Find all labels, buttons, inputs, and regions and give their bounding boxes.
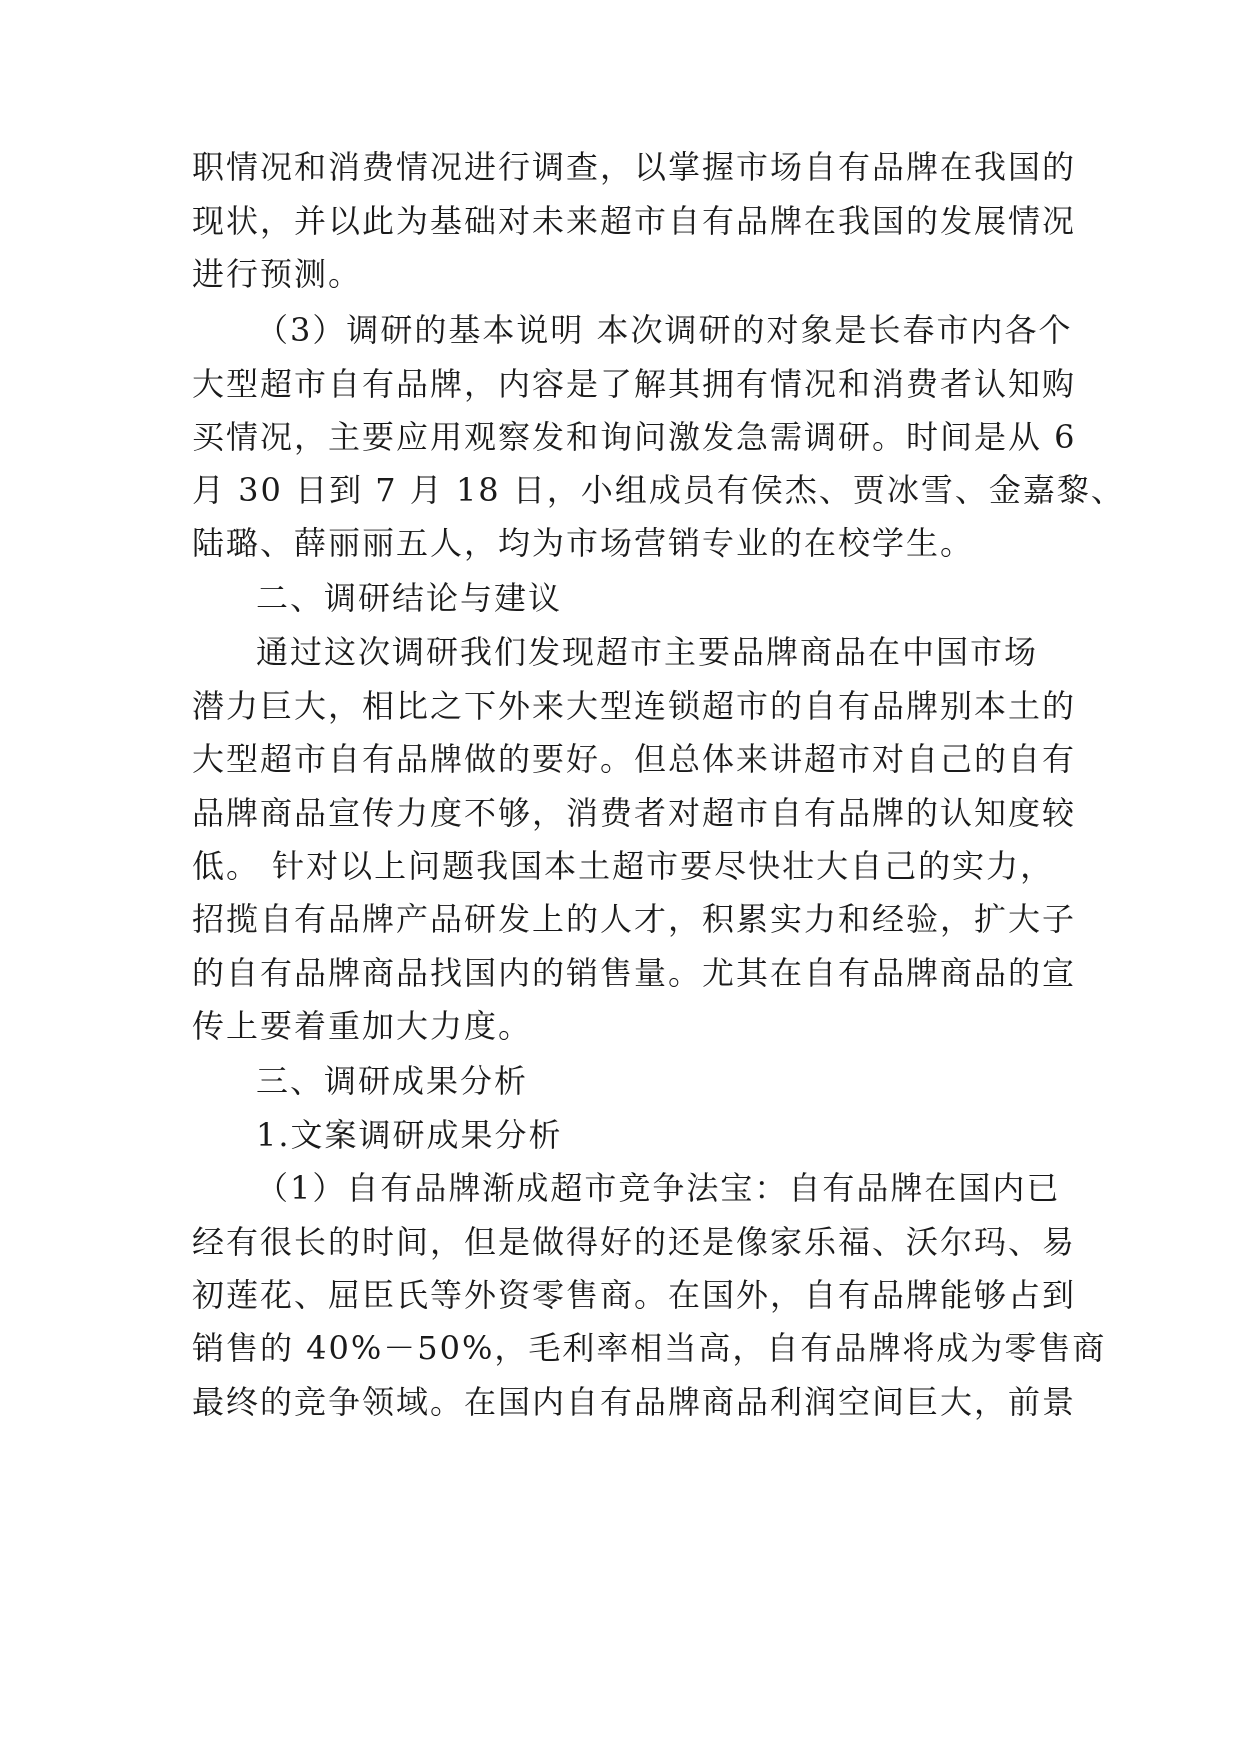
- paragraph-line: 初莲花、屈臣氏等外资零售商。在国外，自有品牌能够占到: [192, 1276, 1077, 1314]
- section-heading: 二、调研结论与建议: [256, 579, 563, 617]
- paragraph-line: 品牌商品宣传力度不够，消费者对超市自有品牌的认知度较: [192, 794, 1077, 832]
- paragraph-line: 销售的 40%－50%，毛利率相当高，自有品牌将成为零售商: [192, 1329, 1107, 1367]
- paragraph-line: 潜力巨大，相比之下外来大型连锁超市的自有品牌别本土的: [192, 687, 1077, 725]
- paragraph-line: 招揽自有品牌产品研发上的人才，积累实力和经验，扩大子: [192, 900, 1077, 938]
- paragraph-line: 的自有品牌商品找国内的销售量。尤其在自有品牌商品的宣: [192, 954, 1077, 992]
- subsection-heading: 1.文案调研成果分析: [256, 1116, 563, 1154]
- paragraph-line: 最终的竞争领域。在国内自有品牌商品利润空间巨大，前景: [192, 1383, 1077, 1421]
- paragraph-line: 传上要着重加大力度。: [192, 1007, 533, 1045]
- paragraph-line: 经有很长的时间，但是做得好的还是像家乐福、沃尔玛、易: [192, 1223, 1077, 1261]
- paragraph-line: （1）自有品牌渐成超市竞争法宝：自有品牌在国内已: [256, 1169, 1061, 1207]
- paragraph-line: 进行预测。: [192, 255, 363, 293]
- paragraph-line: 买情况，主要应用观察发和询问激发急需调研。时间是从 6: [192, 418, 1077, 456]
- paragraph-line: 大型超市自有品牌，内容是了解其拥有情况和消费者认知购: [192, 365, 1077, 403]
- paragraph-line: （3）调研的基本说明 本次调研的对象是长春市内各个: [256, 311, 1073, 349]
- paragraph-line: 低。 针对以上问题我国本土超市要尽快壮大自己的实力，: [192, 847, 1055, 885]
- paragraph-line: 陆璐、薛丽丽五人，均为市场营销专业的在校学生。: [192, 524, 975, 562]
- paragraph-line: 现状，并以此为基础对未来超市自有品牌在我国的发展情况: [192, 202, 1077, 240]
- paragraph-line: 月 30 日到 7 月 18 日，小组成员有侯杰、贾冰雪、金嘉黎、: [192, 471, 1125, 509]
- paragraph-line: 通过这次调研我们发现超市主要品牌商品在中国市场: [256, 633, 1039, 671]
- paragraph-line: 大型超市自有品牌做的要好。但总体来讲超市对自己的自有: [192, 740, 1077, 778]
- paragraph-line: 职情况和消费情况进行调查，以掌握市场自有品牌在我国的: [192, 148, 1077, 186]
- section-heading: 三、调研成果分析: [256, 1062, 529, 1100]
